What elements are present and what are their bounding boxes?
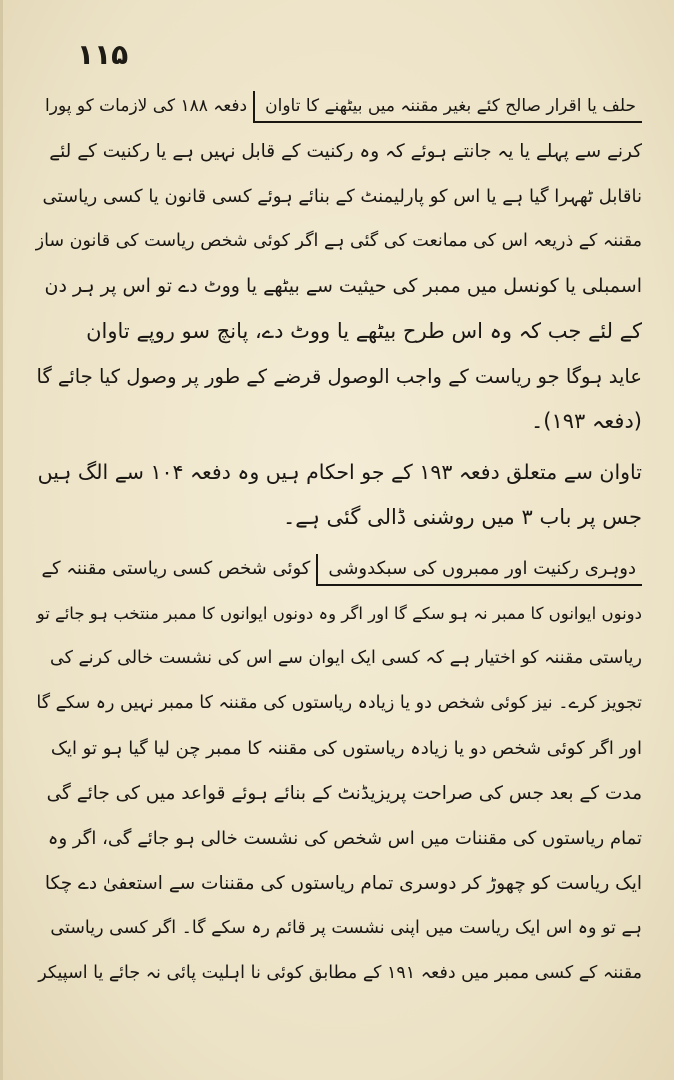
line-text: دفعہ ۱۸۸ کی لازمات کو پورا (45, 96, 248, 116)
text-line: تجویز کرے۔ نیز کوئی شخص دو یا زیادہ ریاستوں کی مقننہ کا ممبر نہیں رہ سکے گا (36, 693, 642, 713)
side-heading: دوہری رکنیت اور ممبروں کی سبکدوشی (316, 554, 642, 586)
text-line: تمام ریاستوں کی مقننات میں اس شخص کی نشست خالی ہو جائے گی، اگر وہ (47, 828, 642, 849)
line-text: کوئی شخص کسی ریاستی مقننہ کے (41, 558, 311, 579)
text-line (35, 546, 642, 591)
text-line: ریاستی مقننہ کو اختیار ہے کہ کسی ایک ایوان سے اس کی نشست خالی کرنے کی (49, 648, 642, 668)
text-line: مدت کے بعد جس کی صراحت پریزیڈنٹ کے بنائے ہوئے قواعد میں کی جائے گی (46, 783, 642, 804)
text-line: اسمبلی یا کونسل میں ممبر کی حیثیت سے بیٹھے یا ووٹ دے تو اس پر ہر دن (44, 275, 642, 297)
text-line: جس پر باب ۳ میں روشنی ڈالی گئی ہے۔ (282, 505, 642, 529)
page-body (35, 84, 642, 1062)
text-line: ہے تو وہ اس ایک ریاست میں اپنی نشست پر قائم رہ سکے گا۔ اگر کسی ریاستی (50, 918, 642, 938)
text-line: دونوں ایوانوں کا ممبر نہ ہو سکے گا اور اگر وہ دونوں ایوانوں کا ممبر منتخب ہو جائے تو (36, 604, 642, 623)
text-line: عاید ہوگا جو ریاست کے واجب الوصول قرضے کے طور پر وصول کیا جائے گا (36, 365, 642, 388)
text-line: مقننہ کے کسی ممبر میں دفعہ ۱۹۱ کے مطابق کوئی نا اہلیت پائی نہ جائے یا اسپیکر (38, 963, 642, 983)
text-line: تاوان سے متعلق دفعہ ۱۹۳ کے جو احکام ہیں وہ دفعہ ۱۰۴ سے الگ ہیں (37, 460, 642, 484)
side-heading: حلف یا اقرار صالح کئے بغیر مقننہ میں بیٹھنے کا تاوان (253, 91, 642, 123)
text-line: ناقابل ٹھہرا گیا ہے یا اس کو پارلیمنٹ کے بنائے ہوئے کسی قانون یا کسی ریاستی (42, 186, 642, 207)
text-line: کرنے سے پہلے یا یہ جانتے ہوئے کہ وہ رکنیت کے قابل نہیں ہے یا رکنیت کے لئے (49, 141, 642, 162)
text-line: مقننہ کے ذریعہ اس کی ممانعت کی گئی ہے اگر کوئی شخص ریاست کی قانون ساز (35, 231, 642, 251)
page-number: ۱۱۵ (77, 38, 129, 71)
text-line: (دفعہ ۱۹۳)۔ (530, 409, 642, 433)
text-line: کے لئے جب کہ وہ اس طرح بیٹھے یا ووٹ دے، پانچ سو روپے تاوان (86, 319, 642, 343)
text-line: ایک ریاست کو چھوڑ کر دوسری تمام ریاستوں کی مقننات سے استعفیٰ دے چکا (44, 873, 642, 894)
text-line: اور اگر کوئی شخص دو یا زیادہ ریاستوں کی مقننہ کا ممبر چن لیا گیا ہو تو ایک (50, 738, 642, 759)
text-line (35, 84, 642, 129)
